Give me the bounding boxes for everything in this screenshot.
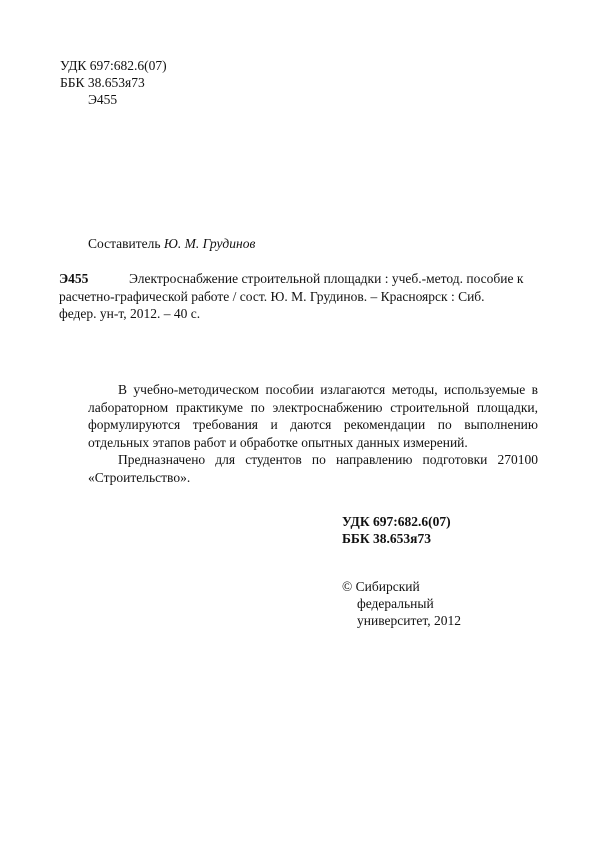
abstract-paragraph-1: В учебно-методическом пособии излагаются методы, используемые в лабораторном практикуме по электроснабжению строительной площадки, формулируются требования и даются рекомендации по выполнению отдельных этапов работ и обработке опытных данных измерений. [88, 382, 538, 450]
compiler-label: Составитель [88, 236, 161, 251]
copyright-line-3: университет, 2012 [357, 613, 461, 628]
udk-code: УДК 697:682.6(07) [60, 58, 167, 73]
biblio-line-2: расчетно-графической работе / сост. Ю. М. Грудинов. – Красноярск : Сиб. [59, 288, 485, 304]
biblio-code: Э455 [59, 271, 89, 286]
author-mark: Э455 [88, 92, 118, 107]
copyright-line-2: федеральный [357, 596, 434, 611]
copyright-line-1: © Сибирский [342, 579, 420, 594]
biblio-line-1: Электроснабжение строительной площадки : учеб.-метод. пособие к [129, 271, 524, 286]
bbk-code: ББК 38.653я73 [60, 75, 145, 90]
compiler-name: Ю. М. Грудинов [163, 236, 256, 251]
biblio-line-3: федер. ун-т, 2012. – 40 с. [59, 306, 201, 321]
compiler-line [88, 236, 255, 252]
abstract-paragraph-2: Предназначено для студентов по направлению подготовки 270100 «Строительство». [88, 452, 538, 485]
copyright-block [342, 578, 461, 629]
bottom-bbk-code: ББК 38.653я73 [342, 531, 431, 546]
bottom-classification-codes [342, 513, 451, 547]
bibliographic-record [59, 270, 537, 323]
bottom-udk-code: УДК 697:682.6(07) [342, 514, 451, 529]
header-classification-codes [60, 57, 167, 108]
abstract [88, 381, 538, 486]
